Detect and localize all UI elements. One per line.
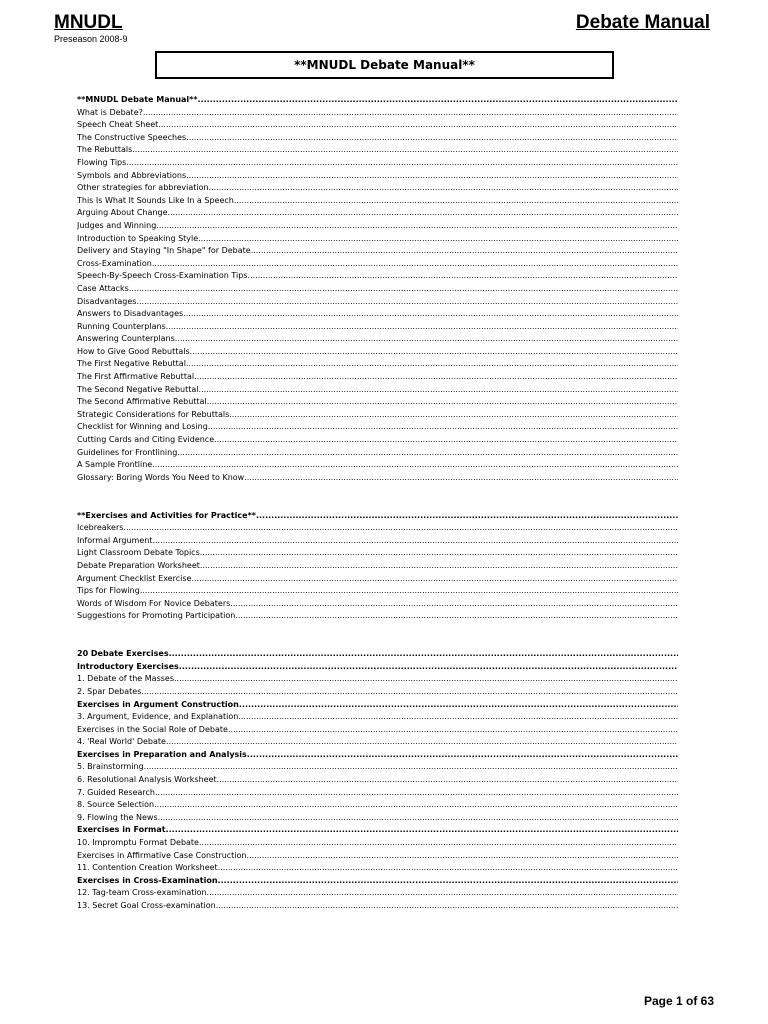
toc-entry[interactable] xyxy=(77,900,678,913)
toc-dot-leader xyxy=(140,585,678,598)
toc-entry-label: Arguing About Change xyxy=(77,208,168,218)
toc-dot-leader xyxy=(247,850,678,863)
toc-entry-label: The First Affirmative Rebuttal xyxy=(77,372,195,382)
toc-entry[interactable] xyxy=(77,774,678,787)
toc-dot-leader xyxy=(158,812,678,825)
toc-dot-leader xyxy=(166,321,678,334)
toc-dot-leader xyxy=(247,749,678,762)
toc-dot-leader xyxy=(199,837,678,850)
toc-entry-label: The Constructive Speeches xyxy=(77,132,187,142)
document-title: **MNUDL Debate Manual** xyxy=(155,51,614,79)
toc-entry-label: What is Debate? xyxy=(77,107,143,117)
toc-entry[interactable] xyxy=(77,799,678,812)
toc-entry[interactable] xyxy=(77,724,678,737)
toc-entry[interactable] xyxy=(77,585,678,598)
toc-dot-leader xyxy=(190,346,678,359)
toc-dot-leader xyxy=(179,661,678,674)
toc-entry-label: 10. Impromptu Format Debate xyxy=(77,838,199,848)
toc-dot-leader xyxy=(166,736,678,749)
toc-entry[interactable] xyxy=(77,787,678,800)
toc-entry[interactable] xyxy=(77,547,678,560)
toc-dot-leader xyxy=(174,673,678,686)
toc-dot-leader xyxy=(256,510,678,523)
toc-entry-label: Tips for Flowing xyxy=(77,586,140,596)
toc-heading[interactable] xyxy=(77,824,678,837)
toc-entry-label: Running Counterplans xyxy=(77,321,166,331)
toc-entry-label: The Second Negative Rebuttal xyxy=(77,384,199,394)
toc-entry-label: 13. Secret Goal Cross-examination xyxy=(77,901,216,910)
toc-entry-label: This Is What It Sounds Like In a Speech xyxy=(77,195,234,205)
toc-entry[interactable] xyxy=(77,358,678,371)
toc-entry-label: Speech Cheat Sheet xyxy=(77,120,159,130)
toc-dot-leader xyxy=(156,220,678,233)
toc-dot-leader xyxy=(238,711,678,724)
toc-dot-leader xyxy=(244,472,678,485)
toc-dot-leader xyxy=(198,94,678,107)
toc-entry[interactable] xyxy=(77,371,678,384)
toc-dot-leader xyxy=(207,396,678,409)
toc-entry-label: 7. Guided Research xyxy=(77,787,155,797)
toc-entry-label: Glossary: Boring Words You Need to Know xyxy=(77,472,245,482)
toc-entry[interactable] xyxy=(77,610,678,623)
toc-entry-label: Exercises in Preparation and Analysis xyxy=(77,749,247,759)
toc-entry-label: 8. Source Selection xyxy=(77,800,155,810)
toc-entry-label: Strategic Considerations for Rebuttals xyxy=(77,409,230,419)
org-name: MNUDL xyxy=(54,12,123,33)
toc-entry-label: 6. Resolutional Analysis Worksheet xyxy=(77,775,217,785)
toc-entry[interactable] xyxy=(77,170,678,183)
toc-entry-label: A Sample Frontline xyxy=(77,460,153,470)
toc-dot-leader xyxy=(183,308,678,321)
toc-dot-leader xyxy=(235,610,678,623)
toc-entry-label: Cutting Cards and Citing Evidence xyxy=(77,435,215,445)
toc-entry[interactable] xyxy=(77,573,678,586)
toc-entry[interactable] xyxy=(77,333,678,346)
toc-entry-label: Debate Preparation Worksheet xyxy=(77,560,200,570)
toc-entry-label: 11. Contention Creation Worksheet xyxy=(77,863,218,873)
toc-entry[interactable] xyxy=(77,434,678,447)
toc-entry[interactable] xyxy=(77,850,678,863)
toc-dot-leader xyxy=(132,144,678,157)
toc-dot-leader xyxy=(239,699,678,712)
toc-entry-label: Exercises in Argument Construction xyxy=(77,699,239,709)
toc-entry-label: **MNUDL Debate Manual** xyxy=(77,95,198,104)
toc-dot-leader xyxy=(191,573,678,586)
toc-entry[interactable] xyxy=(77,119,678,132)
toc-heading[interactable] xyxy=(77,648,678,661)
toc-dot-leader xyxy=(200,560,678,573)
toc-entry-label: Other strategies for abbreviation xyxy=(77,183,209,193)
toc-entry[interactable] xyxy=(77,535,678,548)
toc-dot-leader xyxy=(143,107,678,120)
toc-entry[interactable] xyxy=(77,144,678,157)
toc-dot-leader xyxy=(251,245,678,258)
toc-entry-label: 20 Debate Exercises xyxy=(77,649,169,659)
section-gap xyxy=(77,623,678,648)
toc-dot-leader xyxy=(123,522,678,535)
toc-entry[interactable] xyxy=(77,321,678,334)
toc-entry-label: 4. 'Real World' Debate xyxy=(77,737,166,747)
toc-entry[interactable] xyxy=(77,686,678,699)
toc-dot-leader xyxy=(216,900,678,913)
toc-entry-label: Exercises in Format xyxy=(77,825,166,835)
toc-entry-label: Exercises in Cross-Examination xyxy=(77,875,218,885)
toc-dot-leader xyxy=(152,258,678,271)
toc-heading[interactable] xyxy=(77,875,678,888)
toc-entry[interactable] xyxy=(77,296,678,309)
toc-dot-leader xyxy=(129,283,678,296)
toc-entry[interactable] xyxy=(77,887,678,900)
toc-entry[interactable] xyxy=(77,812,678,825)
toc-entry[interactable] xyxy=(77,862,678,875)
season-label: Preseason 2008-9 xyxy=(54,34,128,44)
toc-dot-leader xyxy=(229,409,678,422)
toc-dot-leader xyxy=(141,686,678,699)
toc-dot-leader xyxy=(126,157,678,170)
toc-dot-leader xyxy=(186,358,678,371)
toc-dot-leader xyxy=(168,207,678,220)
toc-dot-leader xyxy=(214,434,678,447)
toc-entry-label: Exercises in Affirmative Case Construction xyxy=(77,850,247,860)
toc-entry-label: 2. Spar Debates xyxy=(77,686,142,696)
toc-entry[interactable] xyxy=(77,409,678,422)
toc-dot-leader xyxy=(228,724,678,737)
toc-entry-label: Case Attacks xyxy=(77,283,129,293)
toc-heading[interactable] xyxy=(77,749,678,762)
toc-dot-leader xyxy=(186,132,678,145)
toc-entry-label: Light Classroom Debate Topics xyxy=(77,548,200,558)
toc-entry-label: Answers to Disadvantages xyxy=(77,309,184,319)
toc-entry[interactable] xyxy=(77,711,678,724)
toc-dot-leader xyxy=(169,648,678,661)
toc-dot-leader xyxy=(218,862,678,875)
toc-dot-leader xyxy=(175,333,678,346)
toc-dot-leader xyxy=(234,195,678,208)
table-of-contents xyxy=(77,94,678,913)
toc-entry-label: Informal Argument xyxy=(77,535,153,545)
toc-entry[interactable] xyxy=(77,459,678,472)
toc-entry[interactable] xyxy=(77,560,678,573)
toc-entry-label: Disadvantages xyxy=(77,296,137,306)
toc-entry[interactable] xyxy=(77,245,678,258)
toc-entry[interactable] xyxy=(77,472,678,485)
toc-entry[interactable] xyxy=(77,421,678,434)
toc-dot-leader xyxy=(166,824,678,837)
toc-heading[interactable] xyxy=(77,510,678,523)
toc-entry[interactable] xyxy=(77,761,678,774)
toc-entry-label: 12. Tag-team Cross-examination xyxy=(77,888,207,898)
toc-entry[interactable] xyxy=(77,283,678,296)
toc-entry-label: Cross-Examination xyxy=(77,258,152,268)
toc-entry-label: Suggestions for Promoting Participation xyxy=(77,611,236,621)
toc-dot-leader xyxy=(207,887,678,900)
toc-heading[interactable] xyxy=(77,661,678,674)
toc-dot-leader xyxy=(217,774,678,787)
toc-dot-leader xyxy=(144,761,678,774)
toc-dot-leader xyxy=(194,371,678,384)
toc-dot-leader xyxy=(154,799,678,812)
toc-entry-label: Introduction to Speaking Style xyxy=(77,233,199,243)
toc-entry[interactable] xyxy=(77,736,678,749)
toc-entry-label: 3. Argument, Evidence, and Explanation xyxy=(77,712,239,722)
toc-entry[interactable] xyxy=(77,157,678,170)
toc-entry[interactable] xyxy=(77,522,678,535)
toc-dot-leader xyxy=(152,535,678,548)
toc-entry[interactable] xyxy=(77,207,678,220)
manual-title: Debate Manual xyxy=(575,12,710,33)
toc-entry-label: Speech-By-Speech Cross-Examination Tips xyxy=(77,271,248,281)
toc-entry[interactable] xyxy=(77,447,678,460)
header-left xyxy=(54,12,128,45)
toc-entry[interactable] xyxy=(77,233,678,246)
toc-dot-leader xyxy=(209,182,678,195)
section-gap xyxy=(77,484,678,509)
toc-dot-leader xyxy=(177,447,678,460)
toc-entry-label: 1. Debate of the Masses xyxy=(77,674,174,684)
toc-entry[interactable] xyxy=(77,837,678,850)
toc-entry[interactable] xyxy=(77,598,678,611)
page-number: Page 1 of 63 xyxy=(643,994,714,1008)
toc-entry-label: **Exercises and Activities for Practice** xyxy=(77,510,256,520)
toc-entry-label: 5. Brainstorming xyxy=(77,762,144,772)
toc-entry[interactable] xyxy=(77,308,678,321)
toc-entry[interactable] xyxy=(77,258,678,271)
toc-entry[interactable] xyxy=(77,182,678,195)
toc-entry-label: Checklist for Winning and Losing xyxy=(77,422,208,432)
toc-entry-label: Argument Checklist Exercise xyxy=(77,573,192,583)
toc-dot-leader xyxy=(152,459,678,472)
toc-entry[interactable] xyxy=(77,132,678,145)
toc-entry-label: 9. Flowing the News xyxy=(77,812,158,822)
toc-dot-leader xyxy=(198,233,678,246)
toc-entry[interactable] xyxy=(77,384,678,397)
toc-entry-label: Flowing Tips xyxy=(77,157,127,167)
toc-entry[interactable] xyxy=(77,270,678,283)
toc-entry-label: Introductory Exercises xyxy=(77,661,179,671)
toc-entry-label: The Rebuttals xyxy=(77,145,133,155)
toc-entry-label: How to Give Good Rebuttals xyxy=(77,346,190,356)
toc-dot-leader xyxy=(230,598,678,611)
toc-dot-leader xyxy=(158,119,678,132)
toc-dot-leader xyxy=(155,787,678,800)
toc-dot-leader xyxy=(208,421,678,434)
toc-dot-leader xyxy=(248,270,678,283)
toc-entry-label: Icebreakers xyxy=(77,523,124,533)
toc-entry-label: Delivery and Staying "In Shape" for Debate xyxy=(77,246,251,256)
toc-entry-label: Answering Counterplans xyxy=(77,334,175,344)
toc-entry-label: Judges and Winning xyxy=(77,220,157,230)
toc-dot-leader xyxy=(186,170,678,183)
toc-entry[interactable] xyxy=(77,195,678,208)
toc-heading[interactable] xyxy=(77,699,678,712)
toc-entry-label: The First Negative Rebuttal xyxy=(77,359,186,369)
toc-dot-leader xyxy=(200,547,678,560)
toc-entry-label: Words of Wisdom For Novice Debaters xyxy=(77,598,231,608)
toc-entry-label: Symbols and Abbreviations xyxy=(77,170,187,180)
toc-entry[interactable] xyxy=(77,673,678,686)
toc-entry[interactable] xyxy=(77,396,678,409)
toc-entry-label: Guidelines for Frontlining xyxy=(77,447,178,457)
toc-entry-label: The Second Affirmative Rebuttal xyxy=(77,397,207,407)
toc-entry[interactable] xyxy=(77,107,678,120)
toc-entry[interactable] xyxy=(77,220,678,233)
toc-heading[interactable] xyxy=(77,94,678,107)
toc-dot-leader xyxy=(199,384,678,397)
toc-dot-leader xyxy=(218,875,678,888)
toc-dot-leader xyxy=(136,296,678,309)
toc-entry[interactable] xyxy=(77,346,678,359)
toc-entry-label: Exercises in the Social Role of Debate xyxy=(77,724,228,734)
